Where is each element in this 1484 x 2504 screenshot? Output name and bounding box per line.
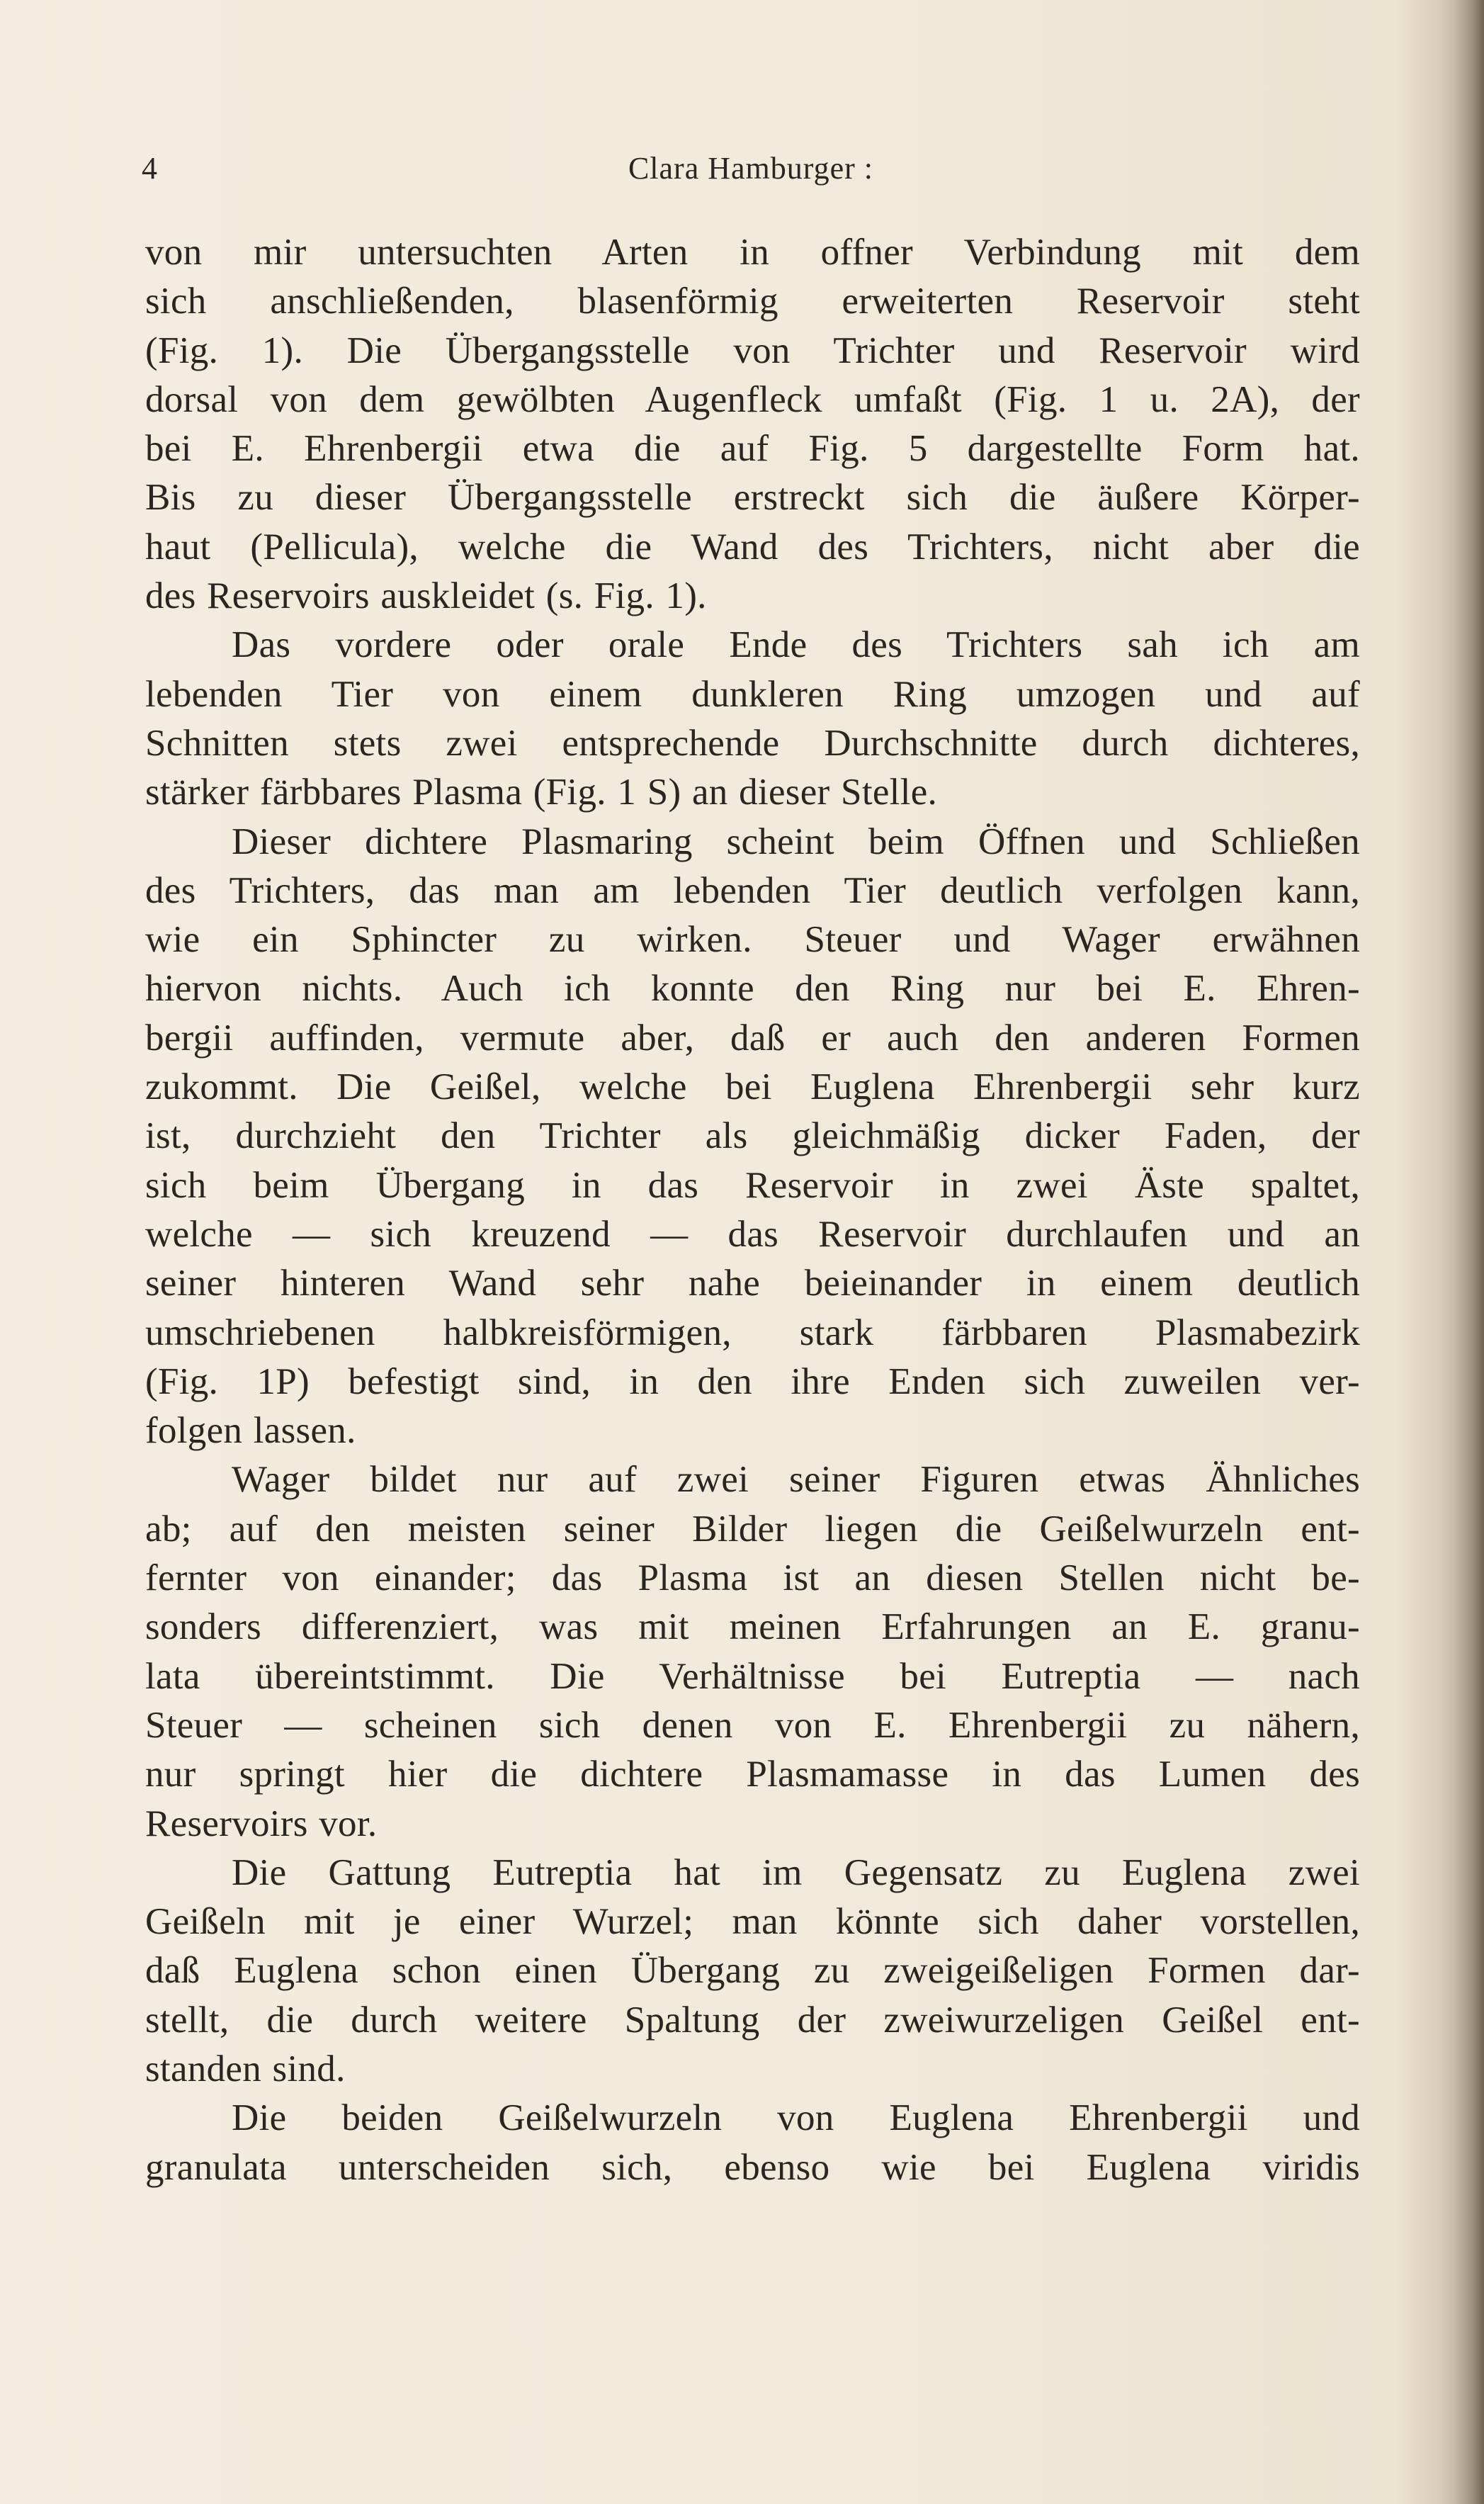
body-text — [145, 228, 1360, 2192]
text-line: lebenden Tier von einem dunkleren Ring umzogen und auf — [145, 673, 1360, 715]
text-line: hiervon nichts. Auch ich konnte den Ring nur bei E. Ehren- — [145, 968, 1360, 1010]
text-line: nur springt hier die dichtere Plasmamasse in das Lumen des — [145, 1754, 1360, 1795]
text-line: bergii auffinden, vermute aber, daß er auch den anderen Formen — [145, 1017, 1360, 1059]
text-line: Steuer — scheinen sich denen von E. Ehrenbergii zu nähern, — [145, 1704, 1360, 1746]
text-line: standen sind. — [145, 2048, 346, 2090]
text-line: seiner hinteren Wand sehr nahe beieinander in einem deutlich — [145, 1263, 1360, 1304]
page-edge-shadow — [1454, 0, 1484, 2504]
text-line: Die Gattung Eutreptia hat im Gegensatz zu Euglena zwei — [232, 1851, 1360, 1893]
text-line: ab; auf den meisten seiner Bilder liegen die Geißelwurzeln ent- — [145, 1508, 1360, 1550]
text-line: folgen lassen. — [145, 1410, 356, 1452]
text-line: Das vordere oder orale Ende des Trichters sah ich am — [232, 624, 1360, 666]
text-line: wie ein Sphincter zu wirken. Steuer und Wager erwähnen — [145, 919, 1360, 961]
text-line: Wager bildet nur auf zwei seiner Figuren etwas Ähnliches — [232, 1459, 1360, 1501]
text-line: Bis zu dieser Übergangsstelle erstreckt sich die äußere Körper- — [145, 477, 1360, 519]
text-line: bei E. Ehrenbergii etwa die auf Fig. 5 dargestellte Form hat. — [145, 428, 1360, 470]
text-line: sich anschließenden, blasenförmig erweiterten Reservoir steht — [145, 281, 1360, 322]
text-line: haut (Pellicula), welche die Wand des Trichters, nicht aber die — [145, 526, 1360, 568]
text-line: Schnitten stets zwei entsprechende Durchschnitte durch dichteres, — [145, 722, 1360, 764]
page-header — [142, 150, 1360, 193]
text-line: stellt, die durch weitere Spaltung der zweiwurzeligen Geißel ent- — [145, 1999, 1360, 2041]
text-line: dorsal von dem gewölbten Augenfleck umfaßt (Fig. 1 u. 2A), der — [145, 378, 1360, 420]
text-line: sich beim Übergang in das Reservoir in zwei Äste spaltet, — [145, 1164, 1360, 1206]
text-line: Dieser dichtere Plasmaring scheint beim Öffnen und Schließen — [232, 820, 1360, 862]
text-line: Geißeln mit je einer Wurzel; man könnte sich daher vorstellen, — [145, 1901, 1360, 1943]
text-line: stärker färbbares Plasma (Fig. 1 S) an dieser Stelle. — [145, 772, 938, 813]
text-line: (Fig. 1P) befestigt sind, in den ihre Enden sich zuweilen ver- — [145, 1360, 1360, 1402]
running-head: Clara Hamburger : — [628, 151, 874, 186]
text-line: fernter von einander; das Plasma ist an diesen Stellen nicht be- — [145, 1557, 1360, 1599]
text-line: welche — sich kreuzend — das Reservoir durchlaufen und an — [145, 1213, 1360, 1255]
text-line: sonders differenziert, was mit meinen Erfahrungen an E. granu- — [145, 1606, 1360, 1648]
text-line: granulata unterscheiden sich, ebenso wie bei Euglena viridis — [145, 2146, 1360, 2188]
text-line: lata übereintstimmt. Die Verhältnisse bei Eutreptia — nach — [145, 1655, 1360, 1697]
text-line: umschriebenen halbkreisförmigen, stark färbbaren Plasmabezirk — [145, 1312, 1360, 1353]
text-line: Reservoirs vor. — [145, 1803, 378, 1844]
text-line: zukommt. Die Geißel, welche bei Euglena Ehrenbergii sehr kurz — [145, 1066, 1360, 1108]
text-line: Die beiden Geißelwurzeln von Euglena Ehrenbergii und — [232, 2097, 1360, 2139]
text-line: von mir untersuchten Arten in offner Verbindung mit dem — [145, 232, 1360, 273]
text-line: des Reservoirs auskleidet (s. Fig. 1). — [145, 575, 707, 617]
text-line: (Fig. 1). Die Übergangsstelle von Trichter und Reservoir wird — [145, 329, 1360, 371]
text-line: ist, durchzieht den Trichter als gleichmäßig dicker Faden, der — [145, 1115, 1360, 1157]
page-number: 4 — [142, 151, 157, 186]
text-line: des Trichters, das man am lebenden Tier deutlich verfolgen kann, — [145, 869, 1360, 911]
text-line: daß Euglena schon einen Übergang zu zweigeißeligen Formen dar- — [145, 1950, 1360, 1992]
